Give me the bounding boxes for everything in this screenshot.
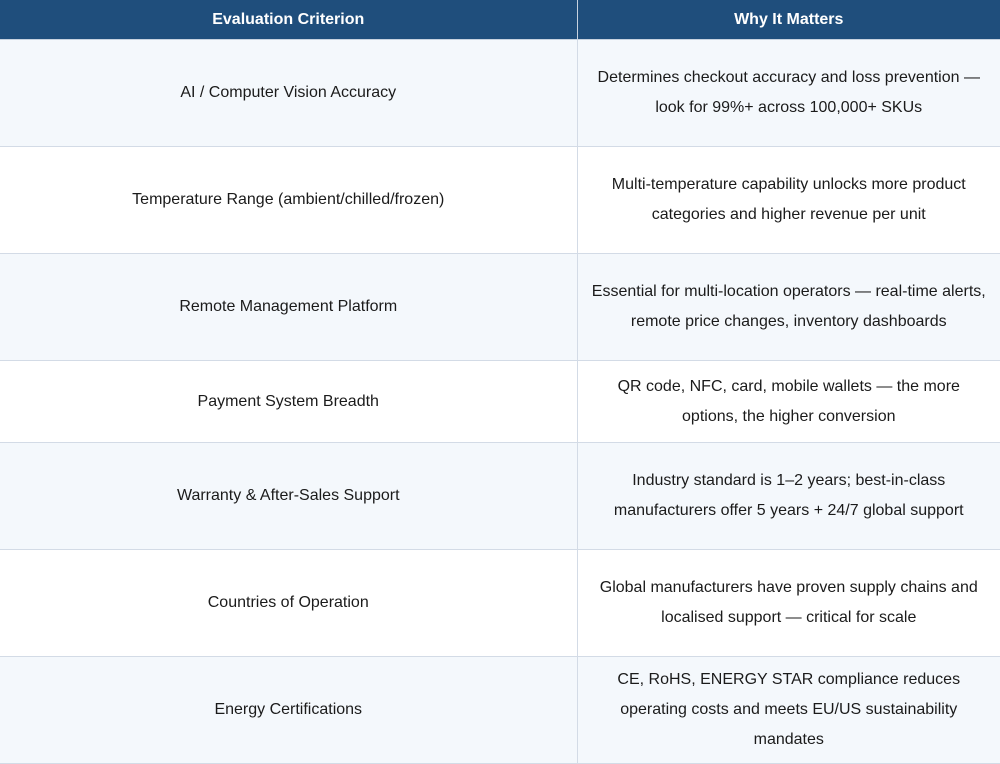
why-cell: Industry standard is 1–2 years; best-in-class manufacturers offer 5 years + 24/7 global support [577, 443, 1000, 550]
criterion-cell: Temperature Range (ambient/chilled/frozen) [0, 147, 577, 254]
criterion-cell: AI / Computer Vision Accuracy [0, 40, 577, 147]
why-cell: Essential for multi-location operators — real-time alerts, remote price changes, inventory dashboards [577, 254, 1000, 361]
criterion-cell: Countries of Operation [0, 550, 577, 657]
table-row [0, 147, 1000, 254]
why-cell: Global manufacturers have proven supply chains and localised support — critical for scale [577, 550, 1000, 657]
why-cell: CE, RoHS, ENERGY STAR compliance reduces operating costs and meets EU/US sustainability mandates [577, 657, 1000, 764]
why-cell: Multi-temperature capability unlocks more product categories and higher revenue per unit [577, 147, 1000, 254]
table-row [0, 254, 1000, 361]
table-row [0, 657, 1000, 764]
criterion-cell: Warranty & After-Sales Support [0, 443, 577, 550]
criterion-cell: Remote Management Platform [0, 254, 577, 361]
header-evaluation-criterion: Evaluation Criterion [0, 0, 577, 40]
criterion-cell: Payment System Breadth [0, 361, 577, 443]
table-row [0, 361, 1000, 443]
header-why-it-matters: Why It Matters [577, 0, 1000, 40]
why-cell: QR code, NFC, card, mobile wallets — the more options, the higher conversion [577, 361, 1000, 443]
table-row [0, 443, 1000, 550]
table-header-row [0, 0, 1000, 40]
why-cell: Determines checkout accuracy and loss prevention — look for 99%+ across 100,000+ SKUs [577, 40, 1000, 147]
criterion-cell: Energy Certifications [0, 657, 577, 764]
table-row [0, 40, 1000, 147]
table-row [0, 550, 1000, 657]
